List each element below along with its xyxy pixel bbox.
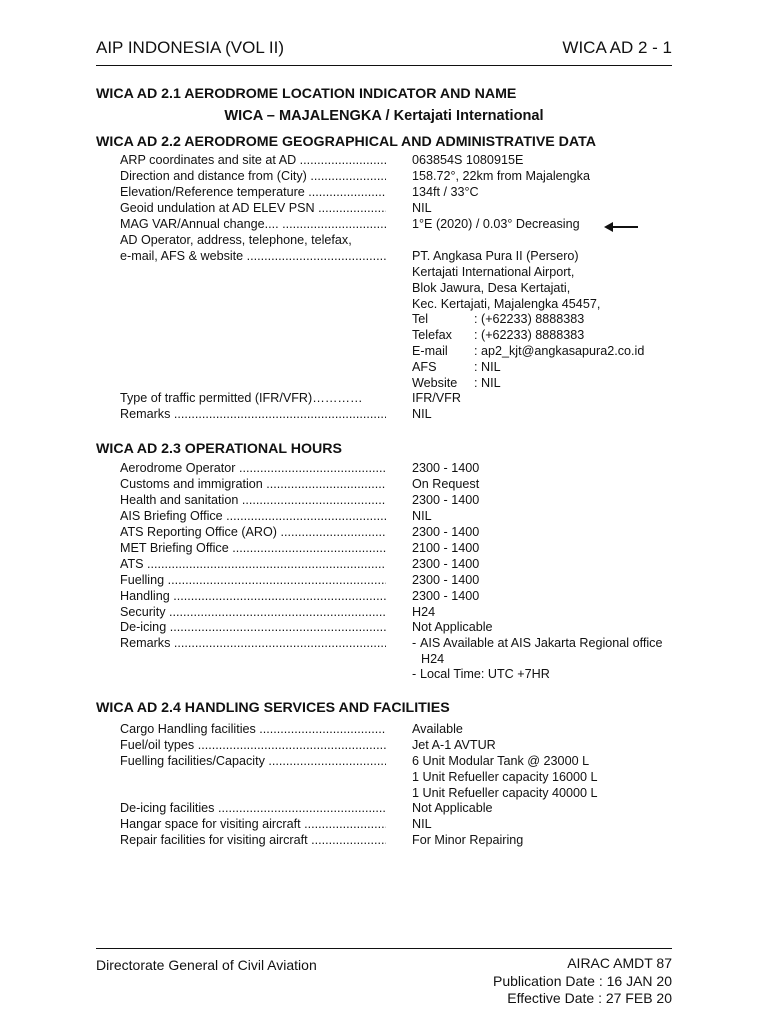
remark-item xyxy=(412,666,550,682)
remark-text: Local Time: UTC +7HR xyxy=(420,667,550,681)
row-label: De-icing ..... xyxy=(120,619,386,635)
row-label: Geoid undulation at AD ELEV PSN ..... xyxy=(120,200,386,216)
contact-row xyxy=(412,375,501,391)
contact-row xyxy=(412,311,584,327)
row-value: NIL xyxy=(412,817,432,831)
row-value: 063854S 1080915E xyxy=(412,153,524,167)
row-label: Hangar space for visiting aircraft ..... xyxy=(120,816,386,832)
row-label: Fuel/oil types ..... xyxy=(120,737,386,753)
footer-authority: Directorate General of Civil Aviation xyxy=(96,957,317,973)
row-value: 2300 - 1400 xyxy=(412,557,480,571)
row-value: 2300 - 1400 xyxy=(412,573,480,587)
row-label: Health and sanitation ..... xyxy=(120,492,386,508)
row-value: 2100 - 1400 xyxy=(412,541,480,555)
row-label: Aerodrome Operator ..... xyxy=(120,460,386,476)
footer-dates xyxy=(493,955,672,1008)
row-label: Direction and distance from (City) ..... xyxy=(120,168,386,184)
header-page-ref: WICA AD 2 - 1 xyxy=(562,38,672,57)
contact-key: Tel xyxy=(412,312,429,326)
contact-value: : (+62233) 8888383 xyxy=(474,312,585,326)
operator-address-line: Blok Jawura, Desa Kertajati, xyxy=(412,281,571,295)
row-value: 134ft / 33°C xyxy=(412,185,479,199)
row-value: For Minor Repairing xyxy=(412,833,524,847)
row-label: Security ..... xyxy=(120,604,386,620)
section-2-1-heading: WICA AD 2.1 AERODROME LOCATION INDICATOR AND NAME xyxy=(96,86,517,102)
row-value: Not Applicable xyxy=(412,801,493,815)
row-value: NIL xyxy=(412,509,432,523)
row-label: MET Briefing Office ..... xyxy=(120,540,386,556)
row-value: 158.72°, 22km from Majalengka xyxy=(412,169,590,183)
contact-value: : ap2_kjt@angkasapura2.co.id xyxy=(474,344,645,358)
row-label: Fuelling ..... xyxy=(120,572,386,588)
operator-address-line: Kec. Kertajati, Majalengka 45457, xyxy=(412,297,601,311)
row-label: Cargo Handling facilities ..... xyxy=(120,721,386,737)
row-value: Available xyxy=(412,722,463,736)
section-2-3-heading: WICA AD 2.3 OPERATIONAL HOURS xyxy=(96,441,342,457)
contact-row xyxy=(412,359,501,375)
row-value: 2300 - 1400 xyxy=(412,461,480,475)
section-2-4-heading: WICA AD 2.4 HANDLING SERVICES AND FACILITIES xyxy=(96,700,450,716)
remark-item xyxy=(412,635,662,651)
row-label: ARP coordinates and site at AD ..... xyxy=(120,152,386,168)
section-2-2-heading: WICA AD 2.2 AERODROME GEOGRAPHICAL AND ADMINISTRATIVE DATA xyxy=(96,134,596,150)
operator-label-line-2: e-mail, AFS & website ..... xyxy=(120,248,386,264)
row-value: 1°E (2020) / 0.03° Decreasing xyxy=(412,217,580,231)
row-label: ATS ..... xyxy=(120,556,386,572)
contact-key: Telefax xyxy=(412,328,452,342)
footer-rule xyxy=(96,948,672,949)
row-value: Not Applicable xyxy=(412,620,493,634)
header-rule xyxy=(96,65,672,66)
contact-key: E-mail xyxy=(412,344,448,358)
remark-text: AIS Available at AIS Jakarta Regional office xyxy=(420,636,663,650)
remark-continuation: H24 xyxy=(421,652,445,666)
remarks-label: Remarks ..... xyxy=(120,406,386,422)
row-value: 2300 - 1400 xyxy=(412,589,480,603)
operator-label-line-1: AD Operator, address, telephone, telefax, xyxy=(120,233,352,247)
traffic-value: IFR/VFR xyxy=(412,391,461,405)
footer-publication-date: Publication Date : 16 JAN 20 xyxy=(493,972,672,989)
footer-effective-date: Effective Date : 27 FEB 20 xyxy=(507,990,672,1006)
header-publication: AIP INDONESIA (VOL II) xyxy=(96,38,284,57)
footer-amendment: AIRAC AMDT 87 xyxy=(567,955,672,971)
row-value: 2300 - 1400 xyxy=(412,525,480,539)
row-label: Fuelling facilities/Capacity ..... xyxy=(120,753,386,769)
row-value: 6 Unit Modular Tank @ 23000 L xyxy=(412,754,590,768)
row-label: Handling ..... xyxy=(120,588,386,604)
row-value: 2300 - 1400 xyxy=(412,493,480,507)
bullet-dash: - xyxy=(412,636,417,650)
row-label: ATS Reporting Office (ARO) ..... xyxy=(120,524,386,540)
contact-row xyxy=(412,327,584,343)
aerodrome-name: WICA – MAJALENGKA / Kertajati International xyxy=(224,108,544,124)
row-label: Customs and immigration ..... xyxy=(120,476,386,492)
row-label: Repair facilities for visiting aircraft ..... xyxy=(120,832,386,848)
row-value: On Request xyxy=(412,477,480,491)
bullet-dash: - xyxy=(412,667,417,681)
row-label: MAG VAR/Annual change.... ..... xyxy=(120,216,386,232)
row-label: Elevation/Reference temperature ..... xyxy=(120,184,386,200)
traffic-label: Type of traffic permitted (IFR/VFR)………… xyxy=(120,391,363,405)
contact-key: AFS xyxy=(412,360,437,374)
row-label: De-icing facilities ..... xyxy=(120,800,386,816)
row-value-continuation: 1 Unit Refueller capacity 16000 L xyxy=(412,770,598,784)
contact-value: : NIL xyxy=(474,376,501,390)
row-value: H24 xyxy=(412,605,436,619)
contact-value: : (+62233) 8888383 xyxy=(474,328,585,342)
operator-address-line: PT. Angkasa Pura II (Persero) xyxy=(412,249,579,263)
row-value-continuation: 1 Unit Refueller capacity 40000 L xyxy=(412,786,598,800)
remarks-value: NIL xyxy=(412,407,432,421)
row-value: Jet A-1 AVTUR xyxy=(412,738,496,752)
row-value: NIL xyxy=(412,201,432,215)
left-arrow-icon xyxy=(604,221,638,233)
remarks-label: Remarks ..... xyxy=(120,635,386,651)
contact-row xyxy=(412,343,644,359)
row-label: AIS Briefing Office ..... xyxy=(120,508,386,524)
contact-key: Website xyxy=(412,376,458,390)
operator-address-line: Kertajati International Airport, xyxy=(412,265,575,279)
contact-value: : NIL xyxy=(474,360,501,374)
